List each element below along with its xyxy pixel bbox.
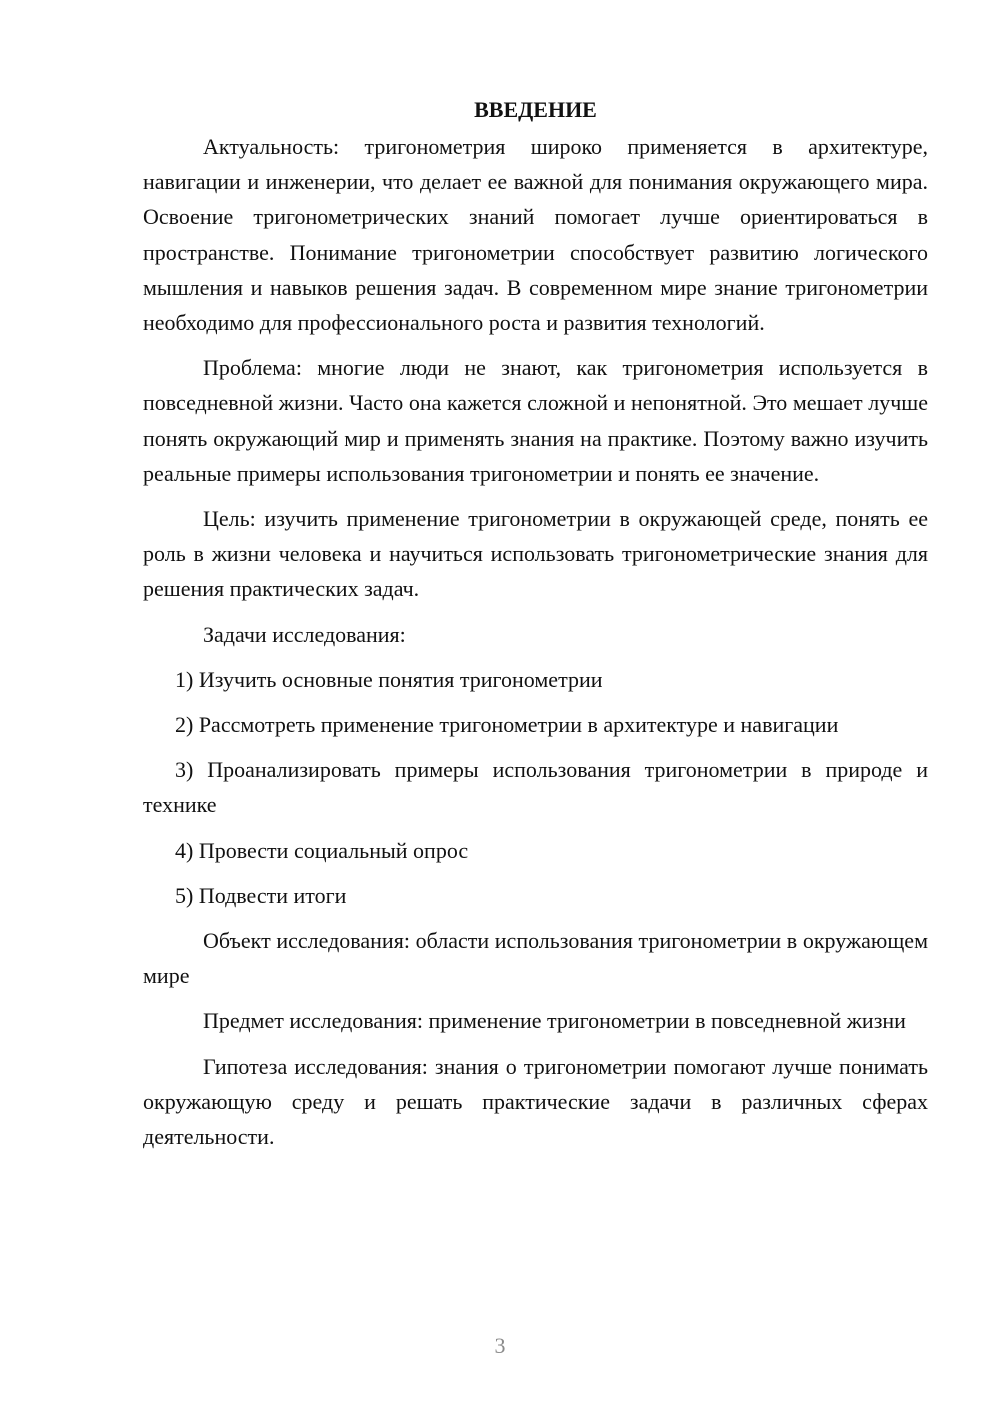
relevance-paragraph: Актуальность: тригонометрия широко применяется в архитектуре, навигации и инженерии, что делает ее важной для понимания окружающего мира. Освоение тригонометрических знаний помогает лучше ориентироваться в пространстве. Понимание тригонометрии способствует развитию логического мышления и навыков решения задач. В современном мире знание тригонометрии необходимо для профессионального роста и развития технологий.: [143, 134, 928, 336]
goal-paragraph: Цель: изучить применение тригонометрии в окружающей среде, понять ее роль в жизни человека и научиться использовать тригонометрические знания для решения практических задач.: [143, 506, 928, 602]
tasks-heading: Задачи исследования:: [203, 621, 406, 647]
task-item: 2) Рассмотреть применение тригонометрии в архитектуре и навигации: [175, 712, 839, 738]
task-item: 4) Провести социальный опрос: [175, 837, 469, 863]
task-item: 1) Изучить основные понятия тригонометрии: [175, 666, 603, 692]
task-item: 5) Подвести итоги: [175, 882, 347, 908]
document-page: [143, 92, 928, 1164]
hypothesis-paragraph: Гипотеза исследования: знания о тригонометрии помогают лучше понимать окружающую среду и решать практические задачи в различных сферах деятельности.: [143, 1053, 928, 1150]
problem-paragraph: Проблема: многие люди не знают, как тригонометрия используется в повседневной жизни. Часто она кажется сложной и непонятной. Это мешает лучше понять окружающий мир и применять знания на практике. Поэтому важно изучить реальные примеры использования тригонометрии и понять ее значение.: [143, 355, 928, 486]
object-paragraph: Объект исследования: области использования тригонометрии в окружающем мире: [143, 928, 928, 989]
task-list: [143, 662, 928, 913]
task-item: 3) Проанализировать примеры использования тригонометрии в природе и технике: [143, 757, 928, 818]
subject-paragraph: Предмет исследования: применение тригонометрии в повседневной жизни: [203, 1008, 906, 1034]
section-title: ВВЕДЕНИЕ: [474, 97, 597, 122]
page-number: 3: [494, 1333, 506, 1358]
